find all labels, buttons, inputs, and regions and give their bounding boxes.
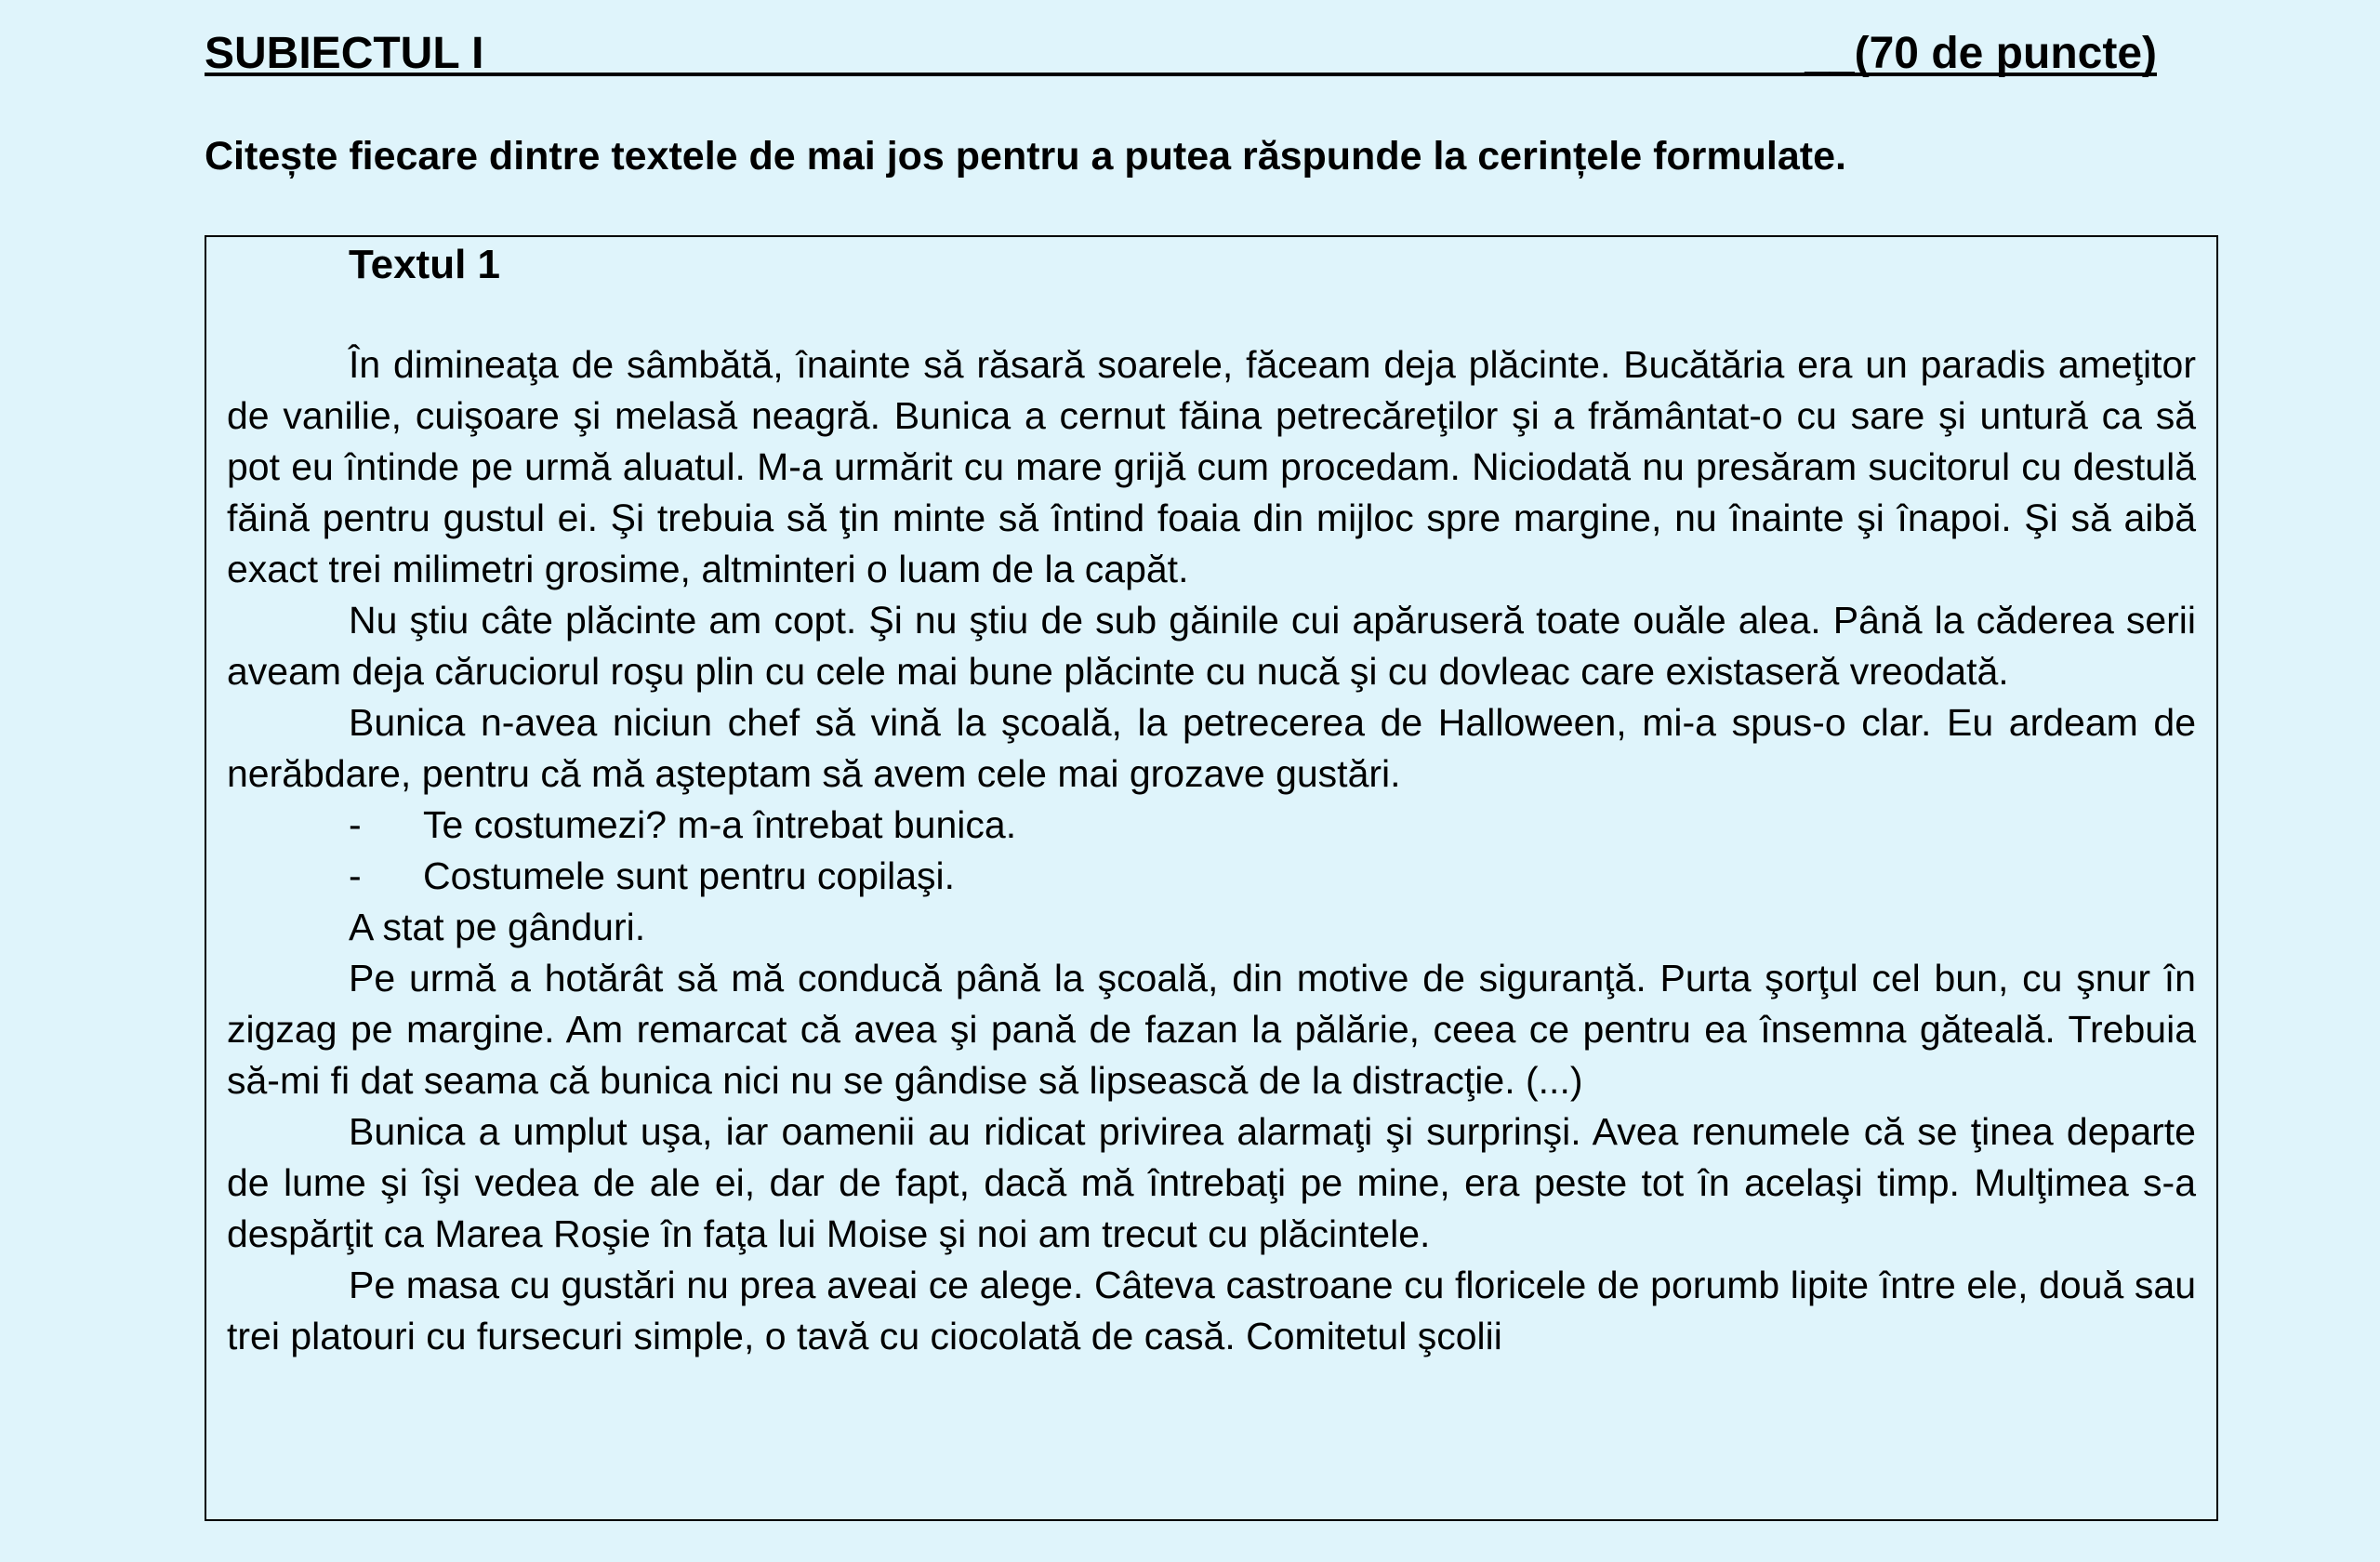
dialogue-line — [227, 851, 2196, 902]
text-title: Textul 1 — [349, 242, 501, 287]
dialogue-text: Te costumezi? m-a întrebat bunica. — [423, 803, 1017, 846]
dialogue-dash: - — [349, 803, 362, 846]
paragraph: A stat pe gânduri. — [349, 906, 646, 948]
paragraph: Bunica n-avea niciun chef să vină la şcoală, la petrecerea de Halloween, mi-a spus-o clar. Eu ardeam de nerăbdare, pentru că mă aşteptam să avem cele mai grozave gustări. — [227, 701, 2196, 795]
section-header — [205, 13, 2157, 76]
paragraph: Nu ştiu câte plăcinte am copt. Şi nu ştiu de sub găinile cui apăruseră toate ouăle alea. Până la căderea serii aveam deja căruciorul roşu plin cu cele mai bune plăcinte cu nucă şi cu dovleac care existaseră vreodată. — [227, 599, 2196, 693]
paragraph: Bunica a umplut uşa, iar oamenii au ridicat privirea alarmaţi şi surprinşi. Avea renumele că se ţinea departe de lume şi îşi vedea de ale ei, dar de fapt, dacă mă întrebaţi pe mine, era peste tot în acelaşi timp. Mulţimea s-a despărţit ca Marea Roşie în faţa lui Moise şi noi am trecut cu plăcintele. — [227, 1110, 2196, 1255]
dialogue-text: Costumele sunt pentru copilaşi. — [423, 854, 956, 897]
text-box — [205, 235, 2218, 1521]
paragraph: Pe urmă a hotărât să mă conducă până la şcoală, din motive de siguranţă. Purta şorţul cel bun, cu şnur în zigzag pe margine. Am remarcat că avea şi pană de fazan la pălărie, ceea ce pentru ea însemna găteală. Trebuia să-mi fi dat seama că bunica nici nu se gândise să lipsească de la distracţie. (...) — [227, 957, 2196, 1102]
paragraph: Pe masa cu gustări nu prea aveai ce alege. Câteva castroane cu floricele de porumb lipite între ele, două sau trei platouri cu fursecuri simple, o tavă cu ciocolată de casă. Comitetul şcolii — [227, 1264, 2196, 1357]
text-body — [227, 339, 2196, 1362]
subject-title: SUBIECTUL I — [205, 29, 484, 78]
dialogue-dash: - — [349, 854, 362, 897]
instruction-text: Citește fiecare dintre textele de mai jos pentru a putea răspunde la cerințele formulate. — [205, 134, 1846, 179]
dialogue-line — [227, 800, 2196, 851]
points-label: __(70 de puncte) — [1805, 29, 2157, 78]
paragraph: În dimineaţa de sâmbătă, înainte să răsară soarele, făceam deja plăcinte. Bucătăria era un paradis ameţitor de vanilie, cuişoare şi melasă neagră. Bunica a cernut făina petrecăreţilor şi a frământat-o cu sare şi untură ca să pot eu întinde pe urmă aluatul. M-a urmărit cu mare grijă cum procedam. Niciodată nu presăram sucitorul cu destulă făină pentru gustul ei. Şi trebuia să ţin minte să întind foaia din mijloc spre margine, nu înainte şi înapoi. Şi să aibă exact trei milimetri grosime, altminteri o luam de la capăt. — [227, 343, 2196, 590]
